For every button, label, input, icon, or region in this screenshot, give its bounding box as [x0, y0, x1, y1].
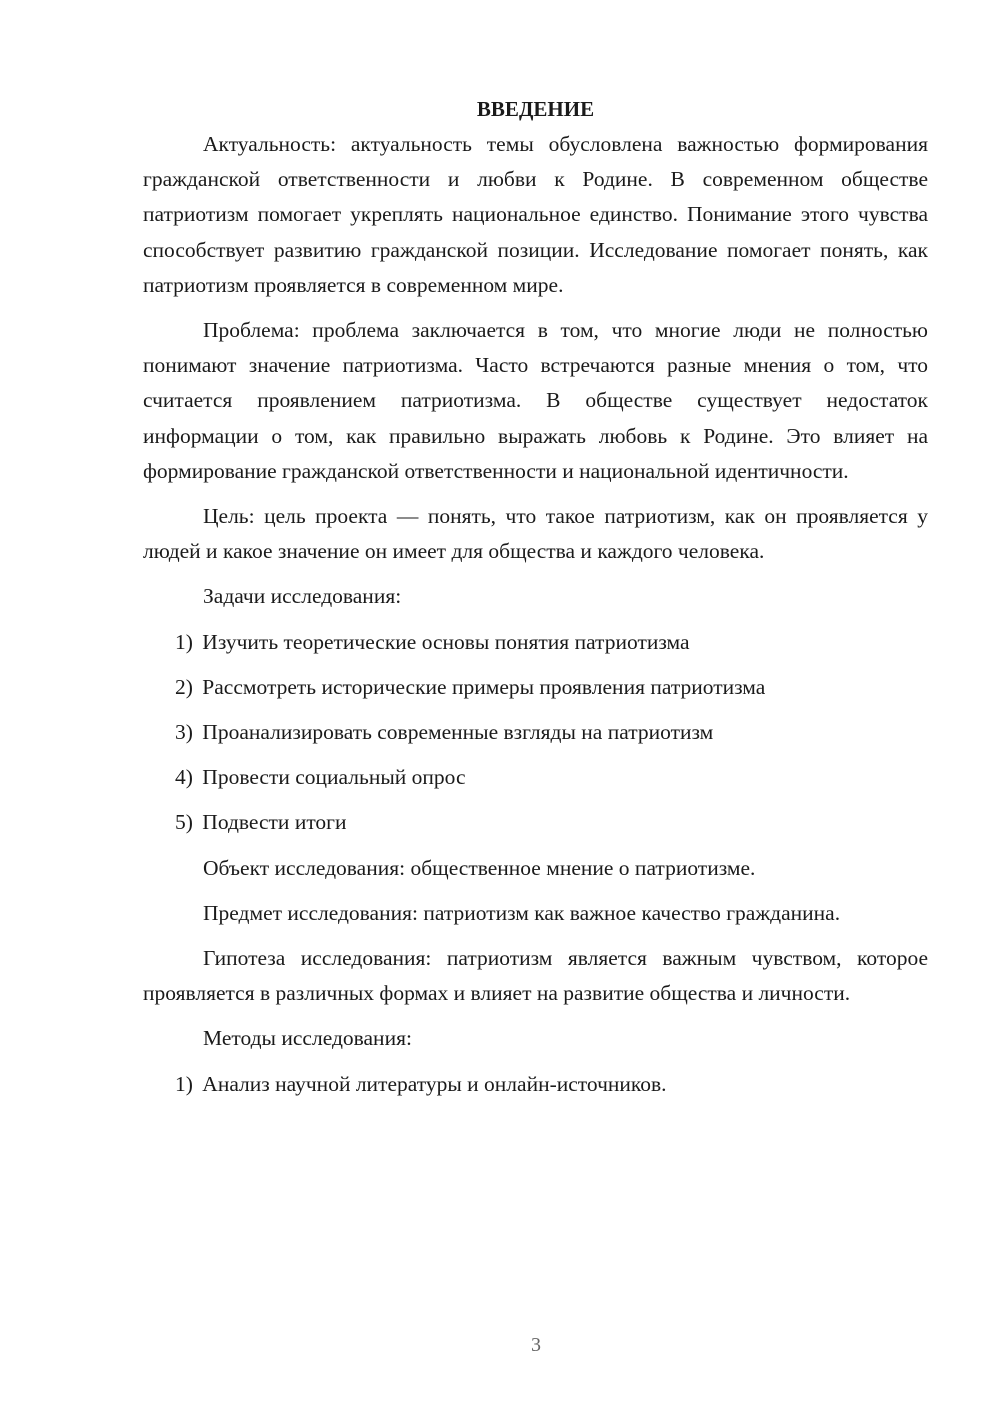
list-item — [143, 805, 928, 840]
list-item — [143, 1067, 928, 1102]
page-number: 3 — [531, 1334, 541, 1356]
paragraph-subject: Предмет исследования: патриотизм как важное качество гражданина. — [203, 900, 841, 925]
list-item-text: Провести социальный опрос — [202, 765, 466, 790]
list-item — [143, 625, 928, 660]
list-item — [143, 670, 928, 705]
list-item-number: 2) — [175, 674, 193, 699]
list-item-text: Подвести итоги — [202, 810, 347, 835]
list-item-text: Рассмотреть исторические примеры проявления патриотизма — [202, 674, 766, 699]
list-item-number: 1) — [175, 1071, 193, 1096]
list-item — [143, 760, 928, 795]
tasks-heading: Задачи исследования: — [203, 584, 402, 609]
page-title: ВВЕДЕНИЕ — [476, 97, 595, 121]
list-item-number: 4) — [175, 765, 193, 790]
paragraph-object: Объект исследования: общественное мнение о патриотизме. — [203, 855, 756, 880]
document-page — [143, 92, 928, 1112]
list-item-text: Проанализировать современные взгляды на патриотизм — [202, 720, 714, 745]
list-item-text: Изучить теоретические основы понятия патриотизма — [202, 629, 690, 654]
list-item-number: 1) — [175, 629, 193, 654]
paragraph-relevance: Актуальность: актуальность темы обусловлена важностью формирования гражданской ответственности и любви к Родине. В современном обществе патриотизм помогает укреплять национальное единство. Понимание этого чувства способствует развитию гражданской позиции. Исследование помогает понять, как патриотизм проявляется в современном мире. — [143, 132, 928, 297]
list-item — [143, 715, 928, 750]
list-item-number: 3) — [175, 720, 193, 745]
list-item-number: 5) — [175, 810, 193, 835]
paragraph-goal: Цель: цель проекта — понять, что такое патриотизм, как он проявляется у людей и какое значение он имеет для общества и каждого человека. — [143, 504, 928, 564]
paragraph-problem: Проблема: проблема заключается в том, что многие люди не полностью понимают значение патриотизма. Часто встречаются разные мнения о том, что считается проявлением патриотизма. В обществе существует недостаток информации о том, как правильно выражать любовь к Родине. Это влияет на формирование гражданской ответственности и национальной идентичности. — [143, 318, 928, 483]
paragraph-hypothesis: Гипотеза исследования: патриотизм является важным чувством, которое проявляется в различных формах и влияет на развитие общества и личности. — [143, 946, 928, 1006]
list-item-text: Анализ научной литературы и онлайн-источников. — [202, 1071, 667, 1096]
methods-heading: Методы исследования: — [203, 1026, 412, 1051]
